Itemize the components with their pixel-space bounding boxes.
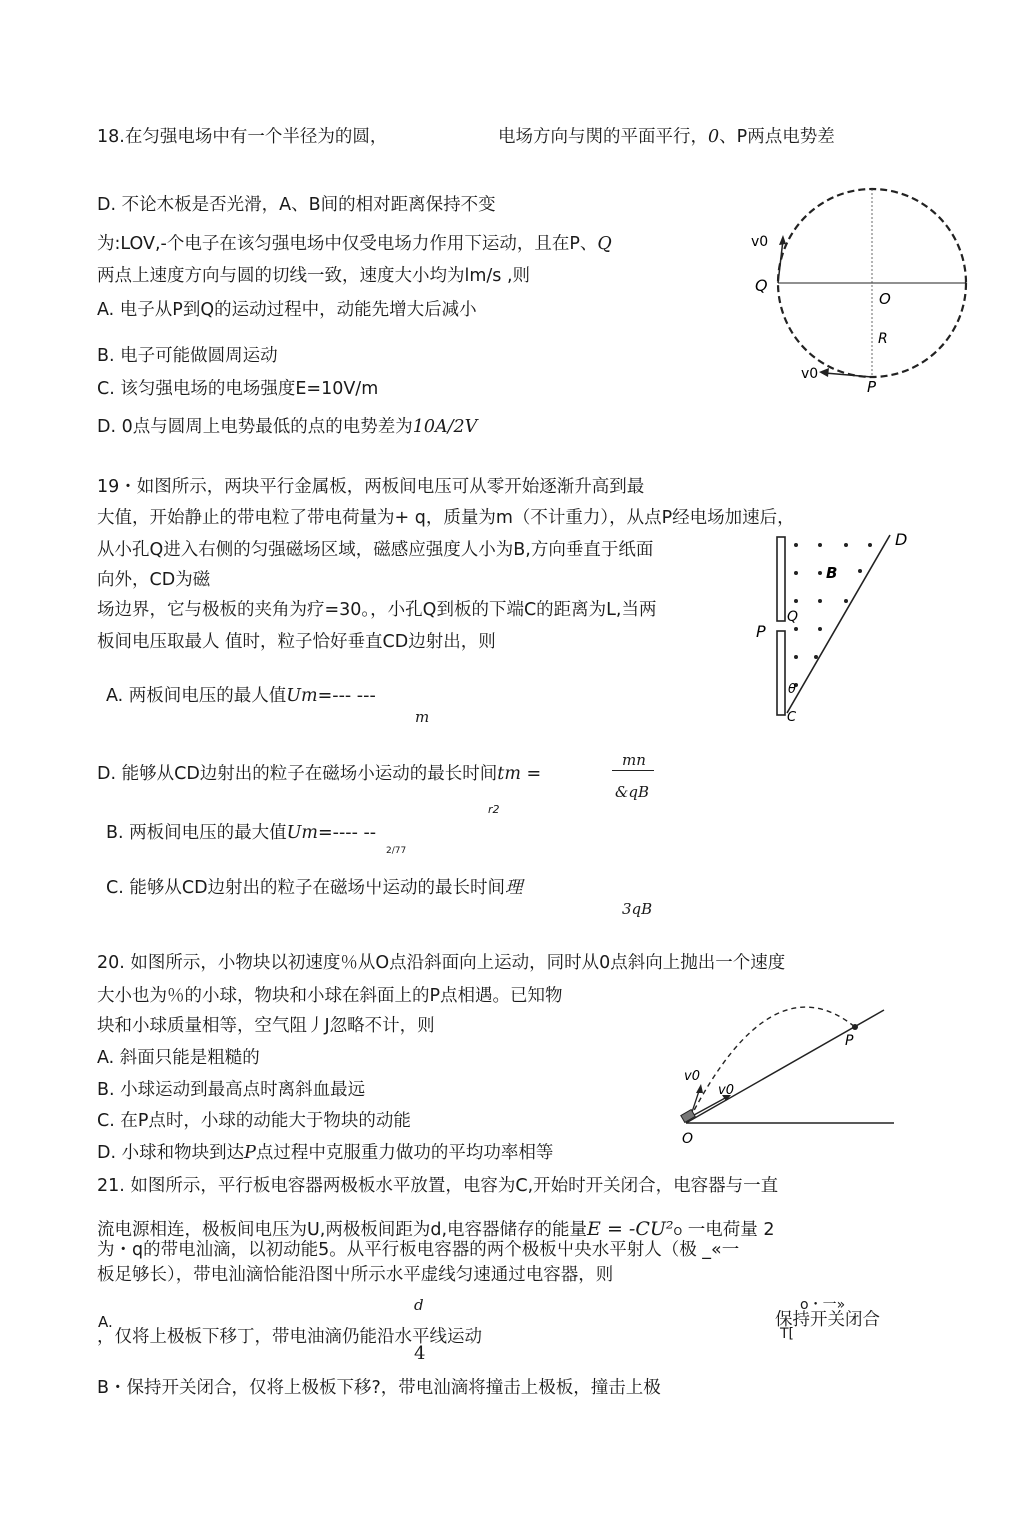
q19-line5: 场边界，它与极板的夹角为疗=30。，小孔Q到板的下端C的距离为L,当两 xyxy=(97,600,657,620)
q19-option-d-denominator: &qB xyxy=(615,783,649,801)
q18-title-symbol: 0 xyxy=(708,127,720,147)
q19-option-c-text: C. 能够从CD边射出的粒子在磁场屮运动的最长时间 xyxy=(106,878,506,898)
label-q: Q xyxy=(787,609,799,625)
q19-option-a-text: A. 两板间电压的最人值 xyxy=(106,686,287,706)
q19-option-b-text: B. 两板间电压的最大值 xyxy=(106,823,287,843)
q19-line3: 从小孔Q进入右侧的匀强磁场区域，磁感应强度人小为B,方向垂直于纸面 xyxy=(97,540,654,560)
q19-line4: 向外，CD为磁 xyxy=(97,570,211,590)
q20-option-d xyxy=(97,1143,553,1164)
q19-line6: 板间电压取最人 值时，粒子恰好垂直CD边射出，则 xyxy=(97,632,496,652)
q19-option-b-symbol: Um xyxy=(286,823,318,843)
q21-line4: 板足够长），带电汕滴恰能沿图屮所示水平虚线匀速通过电容器，则 xyxy=(97,1265,614,1285)
q17-option-d: D. 不论木板是否光滑，A、B间的相对距离保持不变 xyxy=(97,195,496,215)
q18-option-b: B. 电子可能做圆周运动 xyxy=(97,346,278,366)
q21-option-a-label: A. xyxy=(98,1313,113,1331)
q20-option-d-symbol: P xyxy=(244,1143,256,1163)
label-d: D xyxy=(895,530,908,549)
label-v0-block: v0 xyxy=(718,1083,734,1098)
q21-option-a-right: 保持开关闭合 xyxy=(775,1310,880,1330)
q20-line1: 20. 如图所示，小物块以初速度％从O点沿斜面向上运动，同时从0点斜向上抛出一个速度 xyxy=(97,953,786,973)
q18-option-a: A. 电子从P到Q的运动过程中，动能先增大后减小 xyxy=(97,300,477,320)
q19-option-d-eq: = xyxy=(526,764,542,784)
q19-option-d xyxy=(97,764,541,785)
q19-option-c xyxy=(106,878,523,899)
q21-figure-snippet-2: T[ xyxy=(780,1326,795,1342)
q19-option-d-symbol: tm xyxy=(497,764,521,784)
meeting-point xyxy=(852,1024,858,1030)
label-q: Q xyxy=(755,276,768,295)
label-theta: θ xyxy=(788,682,796,697)
label-b: B xyxy=(826,564,838,582)
upper-plate xyxy=(777,537,785,621)
block xyxy=(681,1110,695,1123)
q18-option-d-value: 10A/2V xyxy=(412,417,478,437)
q20-line3: 块和小球质量相等，空气阻丿J忽略不计，则 xyxy=(97,1016,435,1036)
q19-option-b-tail: =---- -- xyxy=(317,823,377,843)
q19-option-a xyxy=(106,686,376,707)
q19-option-c-symbol: 理 xyxy=(505,878,523,898)
q19-option-a-denominator: m xyxy=(415,708,430,726)
label-v0-ball: v0 xyxy=(684,1069,700,1084)
q21-option-b: B・保持开关闭合，仅将上极板下移?，带电汕滴将撞击上极板，撞击上极 xyxy=(97,1378,661,1398)
q19-option-b-subscript: 2/77 xyxy=(386,846,407,856)
q19-option-a-tail: =--- --- xyxy=(317,686,376,706)
q21-option-a: ，仅将上极板下移丁，带电油滴仍能沿水平线运动 xyxy=(97,1327,482,1347)
label-v0-bottom: v0 xyxy=(801,366,819,382)
q18-line2 xyxy=(97,234,612,255)
q20-option-c: C. 在P点时，小球的动能大于物块的动能 xyxy=(97,1111,411,1131)
q20-option-d-tail: 点过程中克服重力做功的平均功率相等 xyxy=(255,1143,554,1163)
lower-plate xyxy=(777,631,785,715)
label-r: R xyxy=(878,331,888,347)
q21-d-label: d xyxy=(414,1296,424,1314)
q19-option-c-denominator: 3qB xyxy=(622,900,653,918)
q18-title-left: 18.在匀强电场中有一个半径为的圆， xyxy=(97,127,388,147)
q21-formula-subscript: O xyxy=(673,1225,683,1238)
q20-option-a: A. 斜面只能是粗糙的 xyxy=(97,1048,260,1068)
q18-option-c: C. 该匀强电场的电场强度E=10V/m xyxy=(97,379,379,399)
q19-option-a-symbol: Um xyxy=(286,686,318,706)
q19-option-d-numerator: mn xyxy=(622,751,646,769)
q20-incline-figure xyxy=(672,1000,897,1150)
label-c: C xyxy=(787,710,797,725)
q19-option-b xyxy=(106,823,376,844)
q21-line1: 21. 如图所示，平行板电容器两极板水平放置，电容为C,开始时开关闭合，电容器与一直 xyxy=(97,1176,779,1196)
q20-option-b: B. 小球运动到最高点时离斜血最远 xyxy=(97,1080,366,1100)
label-p: P xyxy=(845,1033,854,1049)
q18-line3: 两点上速度方向与圆的切线一致，速度大小均为lm/s ,则 xyxy=(97,266,531,286)
label-p: P xyxy=(756,622,766,641)
q21-line2 xyxy=(97,1218,774,1241)
q18-title-right-text: 电场方向与関的平面平行， xyxy=(498,127,708,147)
q21-figure-snippet: o・一» xyxy=(800,1297,846,1313)
q18-circle-figure xyxy=(745,180,985,395)
q21-line3: 为・q的带电汕滴，以初动能5。从平行板电容器的两个极板屮央水平射人（极 _«一 xyxy=(97,1240,740,1260)
q19-r2-note: r2 xyxy=(488,803,500,816)
q18-option-d-text: D. 0点与圆周上电势最低的点的电势差为 xyxy=(97,417,413,437)
boundary-cd xyxy=(787,535,890,713)
page-number: 4 xyxy=(414,1343,426,1364)
projectile-path xyxy=(690,1007,855,1118)
v0-top-arrowhead xyxy=(779,235,786,245)
v0-top-arrow xyxy=(778,240,783,283)
q19-plates-figure xyxy=(750,525,925,730)
q19-line2: 大值，开始静止的带电粒了带电荷量为+ q，质量为m（不计重力），从点P经电场加速后， xyxy=(97,508,795,528)
ball-velocity-arrowhead xyxy=(696,1084,703,1093)
q19-option-d-fraction-bar xyxy=(612,770,654,771)
v0-bottom-arrowhead xyxy=(819,368,829,377)
q20-line2: 大小也为％的小球，物块和小球在斜面上的P点相遇。已知物 xyxy=(97,986,563,1006)
q21-line2-tail: 一电荷量 2 xyxy=(687,1220,775,1240)
q21-line2-text: 流电源相连，极板间电压为U,两极板间距为d,电容器储存的能量 xyxy=(97,1220,588,1240)
q18-title-right xyxy=(498,127,835,148)
label-p: P xyxy=(867,378,877,395)
q21-energy-formula: E = -CU² xyxy=(587,1218,674,1240)
q19-option-d-text: D. 能够从CD边射出的粒子在磁场小运动的最长时间 xyxy=(97,764,498,784)
block-velocity-arrow xyxy=(694,1097,727,1115)
label-v0-top: v0 xyxy=(751,234,769,250)
q18-option-d xyxy=(97,417,477,438)
label-o: O xyxy=(682,1131,694,1147)
q20-option-d-text: D. 小球和物块到达 xyxy=(97,1143,245,1163)
q18-line2-text: 为:LOV,-个电子在该匀强电场中仅受电场力作用下运动，且在P、 xyxy=(97,234,598,254)
label-o: O xyxy=(879,290,891,308)
q19-line1: 19・如图所示，两块平行金属板，两板间电压可从零开始逐渐升高到最 xyxy=(97,477,645,497)
q18-title-end: 、P两点电势差 xyxy=(719,127,835,147)
q18-line2-symbol: Q xyxy=(597,234,612,254)
